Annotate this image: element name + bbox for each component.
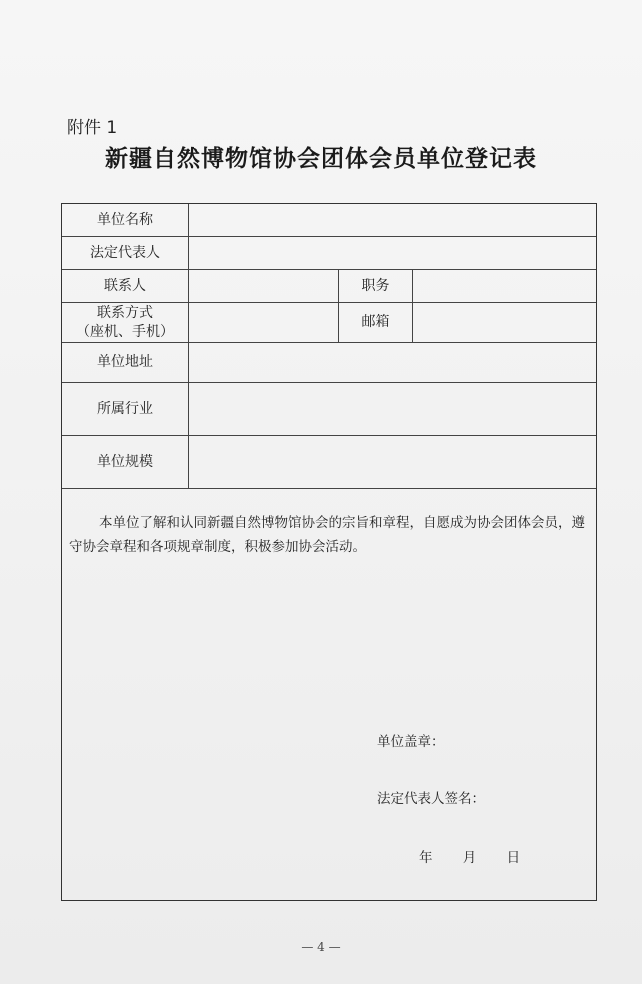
row-unit-name xyxy=(62,204,596,237)
unit-stamp-label: 单位盖章： xyxy=(377,734,445,750)
position-field[interactable] xyxy=(412,270,596,302)
address-label: 单位地址 xyxy=(97,354,153,370)
date-year-label: 年 xyxy=(419,850,433,866)
form-title: 新疆自然博物馆协会团体会员单位登记表 xyxy=(105,145,537,172)
industry-field[interactable] xyxy=(188,383,596,435)
unit-name-label: 单位名称 xyxy=(97,211,153,228)
legal-rep-label: 法定代表人 xyxy=(90,244,160,261)
contact-person-field[interactable] xyxy=(188,270,338,302)
legal-rep-field[interactable] xyxy=(188,237,596,269)
position-label: 职务 xyxy=(338,270,412,302)
row-legal-rep xyxy=(62,237,596,270)
email-field[interactable] xyxy=(412,303,596,342)
legal-rep-signature-label: 法定代表人签名： xyxy=(377,791,485,807)
contact-method-label-line2: （座机、手机） xyxy=(76,323,174,340)
declaration-text: 本单位了解和认同新疆自然博物馆协会的宗旨和章程，自愿成为协会团体会员，遵守协会章程和各项规章制度，积极参加协会活动。 xyxy=(69,515,585,555)
date-line xyxy=(419,846,534,866)
row-contact-person xyxy=(62,270,596,303)
row-industry xyxy=(62,383,596,436)
date-day-label: 日 xyxy=(506,850,521,866)
address-field[interactable] xyxy=(188,343,596,382)
email-label: 邮箱 xyxy=(338,303,412,342)
contact-method-field[interactable] xyxy=(188,303,338,342)
row-address xyxy=(62,343,596,383)
contact-method-label xyxy=(62,303,188,342)
row-scale xyxy=(62,436,596,489)
scale-label: 单位规模 xyxy=(97,453,153,470)
scale-field[interactable] xyxy=(188,436,596,488)
page-number: — 4 — xyxy=(301,940,341,954)
contact-person-label: 联系人 xyxy=(104,277,146,294)
attachment-label: 附件 1 xyxy=(67,118,118,138)
industry-label: 所属行业 xyxy=(97,400,153,417)
contact-method-label-line1: 联系方式 xyxy=(97,304,153,321)
date-month-label: 月 xyxy=(462,850,477,866)
row-contact-method xyxy=(62,303,596,343)
unit-name-field[interactable] xyxy=(188,204,596,236)
